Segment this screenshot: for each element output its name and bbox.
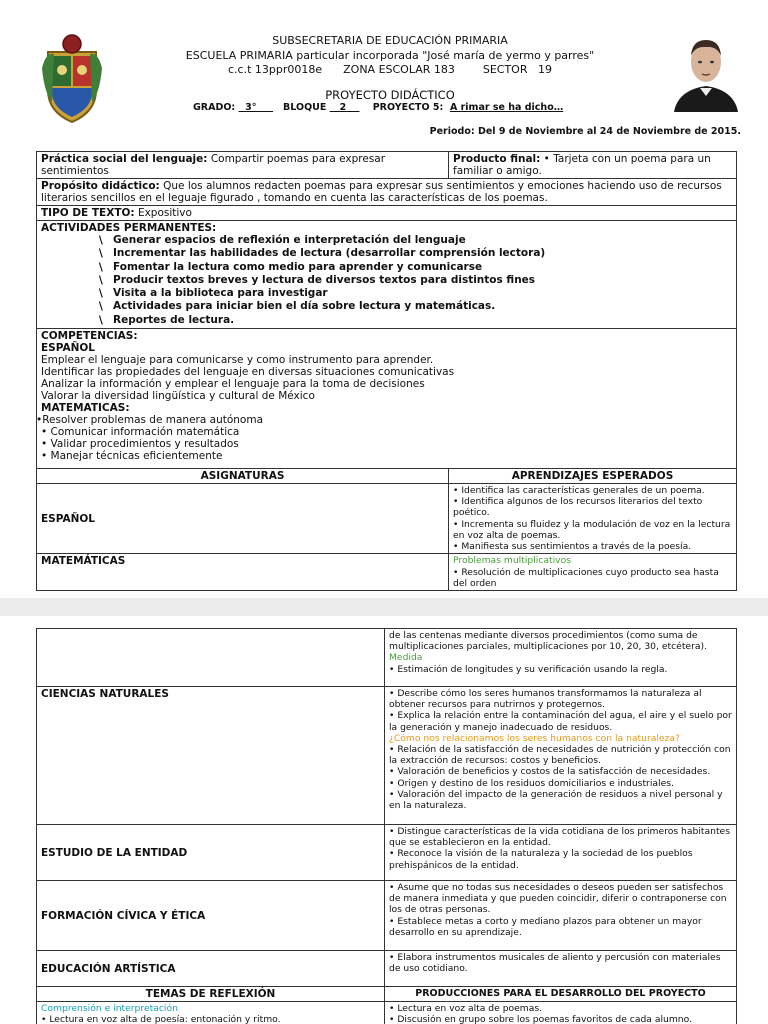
actividad-text: Reportes de lectura. (113, 313, 235, 326)
ciencias-list-a (389, 688, 732, 733)
producciones-cell (385, 1002, 737, 1024)
actividad-text: Actividades para iniciar bien el día sobre lectura y matemáticas. (113, 300, 496, 313)
pen-bullet-icon: ∖ (97, 287, 105, 301)
ciencias-list-b (389, 744, 732, 811)
aprendizaje-espanol-item: • Identifica las características generales de un poema. (453, 485, 705, 497)
mat-cont-text: de las centenas mediante diversos procedimientos (como suma de multiplicaciones parciales, multiplicaciones por 10, 20, 30, etcétera). (389, 630, 707, 653)
competencia-espanol-item: Emplear el lenguaje para comunicarse y como instrumento para aprender. (41, 354, 434, 367)
practica-text: Compartir poemas para expresar sentimientos (41, 153, 386, 177)
competencia-mat-item: • Comunicar información matemática (41, 426, 240, 439)
subject-entidad: ESTUDIO DE LA ENTIDAD (37, 825, 385, 881)
col-header-asignaturas: ASIGNATURAS (37, 469, 449, 484)
aprendizaje-civica-item: • Asume que no todas sus necesidades o deseos pueden ser satisfechos de manera inmediata y que pueden coincidir, diferir o contraponerse con los de otras personas. (389, 882, 727, 916)
col-header-temas: TEMAS DE REFLEXIÓN (37, 987, 385, 1002)
coat-of-arms-logo (40, 32, 104, 124)
header-line-3: c.c.t 13ppr0018e ZONA ESCOLAR 183 SECTOR 19 (228, 63, 552, 76)
subject-ciencias: CIENCIAS NATURALES (37, 687, 385, 825)
temas-cell (37, 1002, 385, 1024)
competencias-espanol-label: ESPAÑOL (41, 342, 95, 355)
temas-item: • Lectura en voz alta de poesía: entonación y ritmo. (41, 1014, 281, 1024)
competencia-mat-item: • Manejar técnicas eficientemente (41, 450, 223, 463)
actividades-list (41, 234, 732, 327)
subject-artistica: EDUCACIÓN ARTÍSTICA (37, 951, 385, 987)
proyecto-value: A rimar se ha dicho… (449, 102, 564, 113)
pen-bullet-icon: ∖ (97, 313, 105, 327)
col-header-aprendizajes: APRENDIZAJES ESPERADOS (449, 469, 737, 484)
portrait-photo (670, 30, 742, 112)
competencias-label: COMPETENCIAS: (41, 330, 138, 343)
producto-label: Producto final: (453, 153, 541, 165)
aprendizaje-entidad-item: • Reconoce la visión de la naturaleza y la sociedad de los pueblos prehispánicos de la entidad. (389, 848, 693, 871)
pen-bullet-icon: ∖ (97, 260, 105, 274)
competencias-mat-list (36, 414, 732, 463)
subject-civica: FORMACIÓN CÍVICA Y ÉTICA (37, 881, 385, 951)
pen-bullet-icon: ∖ (97, 300, 105, 314)
project-table (36, 151, 737, 591)
grado-label: GRADO: (193, 102, 236, 113)
produccion-item: • Lectura en voz alta de poemas. (389, 1003, 543, 1014)
tipo-texto-label: TIPO DE TEXTO: (41, 207, 135, 219)
competencia-espanol-item: Valorar la diversidad lingüística y cultural de México (41, 390, 315, 403)
header-line-2: ESCUELA PRIMARIA particular incorporada "José maría de yermo y parres" (185, 49, 595, 62)
aprendizaje-espanol-item: • Incrementa su fluidez y la modulación de voz en la lectura en voz alta de poemas. (453, 518, 731, 541)
competencias-mat-label: MATEMATICAS: (41, 402, 130, 415)
actividad-item (41, 274, 732, 287)
competencia-mat-item: •Resolver problemas de manera autónoma (36, 414, 264, 427)
mat-subtitle-medida: Medida (389, 652, 423, 664)
document-page-2 (0, 616, 768, 1024)
competencia-espanol-item: Identificar las propiedades del lenguaje en diversas situaciones comunicativas (41, 366, 455, 379)
mat-subtitle-problemas: Problemas multiplicativos (453, 555, 571, 567)
actividad-text: Fomentar la lectura como medio para aprender y comunicarse (113, 260, 483, 273)
aprendizajes-matematicas-cont (385, 629, 737, 687)
actividad-text: Producir textos breves y lectura de diversos textos para distintos fines (113, 273, 536, 286)
mat-item-1: • Resolución de multiplicaciones cuyo producto sea hasta del orden (453, 566, 719, 589)
document-title: PROYECTO DIDÁCTICO (325, 88, 455, 102)
tipo-texto-value: Expositivo (134, 207, 192, 219)
pen-bullet-icon: ∖ (97, 273, 105, 287)
grado-value: 3° (245, 102, 257, 113)
aprendizaje-entidad-item: • Distingue características de la vida cotidiana de los primeros habitantes que se establecieron en la entidad. (389, 826, 730, 849)
proposito-label: Propósito didáctico: (41, 180, 160, 192)
matematicas-cont-left (37, 629, 385, 687)
subject-matematicas: MATEMÁTICAS (37, 554, 449, 591)
bloque-label: BLOQUE (283, 102, 327, 113)
aprendizaje-ciencias-item: • Relación de la satisfacción de necesidades de nutrición y protección con la extracción de recursos: costos y beneficios. (389, 744, 731, 767)
ciencias-question: ¿Cómo nos relacionamos los seres humanos con la naturaleza? (389, 732, 680, 744)
actividades-cell (37, 221, 737, 329)
aprendizajes-matematicas (449, 554, 737, 591)
actividad-text: Incrementar las habilidades de lectura (desarrollar comprensión lectora) (113, 247, 546, 260)
actividad-item (41, 234, 732, 247)
temas-subtitle: Comprensión e interpretación (41, 1003, 178, 1014)
producto-cell (449, 152, 737, 179)
document-header (0, 0, 768, 150)
producto-text: • Tarjeta con un poema para un familiar o amigo. (453, 153, 711, 177)
aprendizaje-ciencias-item: • Valoración del impacto de la generación de residuos a nivel personal y en la naturaleza. (389, 788, 723, 812)
aprendizajes-civica (385, 881, 737, 951)
pen-bullet-icon: ∖ (97, 234, 105, 247)
proposito-text: Que los alumnos redacten poemas para expresar sus sentimientos y emociones haciendo uso de recursos literarios sencillos en el leguaje figurado , tomando en cuenta las características de los poemas. (41, 180, 722, 204)
pen-bullet-icon: ∖ (97, 247, 105, 261)
aprendizaje-ciencias-item: • Explica la relación entre la contaminación del agua, el aire y el suelo por la generación y manejo inadecuado de residuos. (389, 710, 732, 733)
aprendizajes-ciencias (385, 687, 737, 825)
period-text: Periodo: Del 9 de Noviembre al 24 de Noviembre de 2015. (429, 126, 741, 137)
bloque-value: 2 (339, 102, 347, 113)
grade-line (193, 102, 563, 113)
tipo-texto-cell (37, 206, 737, 221)
page-gap (0, 598, 768, 616)
aprendizaje-civica-item: • Establece metas a corto y mediano plazos para obtener un mayor desarrollo en su aprendizaje. (389, 915, 702, 938)
competencia-espanol-item: Analizar la información y emplear el lenguaje para la toma de decisiones (41, 378, 425, 391)
aprendizaje-ciencias-item: • Describe cómo los seres humanos transformamos la naturaleza al obtener recursos para nutrirnos y protegernos. (389, 688, 702, 711)
header-line-1: SUBSECRETARIA DE EDUCACIÓN PRIMARIA (272, 34, 508, 47)
aprendizaje-espanol-item: • Identifica algunos de los recursos literarios del texto poético. (453, 496, 703, 519)
aprendizajes-espanol (449, 484, 737, 554)
practica-cell (37, 152, 449, 179)
aprendizajes-entidad (385, 825, 737, 881)
aprendizaje-ciencias-item: • Origen y destino de los residuos domiciliarios e industriales. (389, 777, 674, 789)
actividad-item (41, 247, 732, 260)
actividades-label: ACTIVIDADES PERMANENTES: (41, 222, 217, 234)
actividad-item (41, 314, 732, 327)
actividad-item (41, 287, 732, 300)
actividad-text: Generar espacios de reflexión e interpretación del lenguaje (113, 234, 466, 246)
produccion-item: • Discusión en grupo sobre los poemas favoritos de cada alumno. (389, 1014, 693, 1024)
aprendizaje-espanol-item: • Manifiesta sus sentimientos a través de la poesía. (453, 541, 692, 553)
competencias-cell (37, 329, 737, 469)
competencias-espanol-list (41, 354, 732, 402)
actividad-item (41, 261, 732, 274)
col-header-producciones: PRODUCCIONES PARA EL DESARROLLO DEL PROYECTO (385, 987, 737, 1002)
aprendizaje-artistica-item: • Elabora instrumentos musicales de aliento y percusión con materiales de uso cotidiano. (389, 952, 721, 975)
practica-label: Práctica social del lenguaje: (41, 153, 208, 165)
mat-item-2: • Estimación de longitudes y su verificación usando la regla. (389, 663, 668, 675)
aprendizaje-ciencias-item: • Valoración de beneficios y costos de la satisfacción de necesidades. (389, 766, 711, 778)
competencia-mat-item: • Validar procedimientos y resultados (41, 438, 239, 451)
actividad-item (41, 300, 732, 313)
subjects-table-continued (36, 628, 737, 1024)
subject-espanol: ESPAÑOL (37, 484, 449, 554)
aprendizajes-artistica (385, 951, 737, 987)
proposito-cell (37, 179, 737, 206)
actividad-text: Visita a la biblioteca para investigar (113, 287, 328, 300)
proyecto-label: PROYECTO 5: (372, 102, 444, 113)
